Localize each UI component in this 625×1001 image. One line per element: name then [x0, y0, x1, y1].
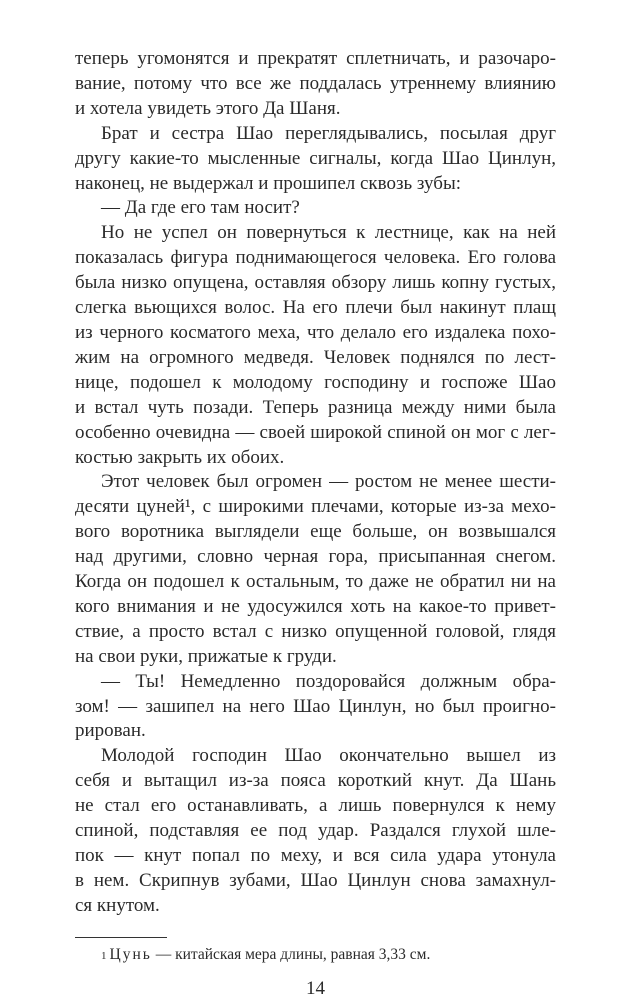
- text-line: другу какие-то мысленные сигналы, когда Шао Цинлун,: [75, 147, 556, 169]
- text-line: над другими, словно черная гора, присыпанная снегом.: [75, 546, 556, 568]
- body-text: [75, 47, 556, 919]
- paragraph: [75, 47, 556, 122]
- text-line: себя и вытащил из-за пояса короткий кнут. Да Шань: [75, 770, 556, 792]
- text-line: нице, подошел к молодому господину и госпоже Шао: [75, 371, 556, 393]
- text-line: наконец, не выдержал и прошипел сквозь зубы:: [75, 172, 461, 194]
- page-number: 14: [306, 977, 325, 999]
- footnote-text: — китайская мера длины, равная 3,33 см.: [151, 945, 431, 963]
- footnote-marker: 1: [101, 949, 107, 962]
- text-line: пок — кнут попал по меху, и вся сила удара утонула: [75, 845, 556, 866]
- footnote-divider: [75, 937, 167, 938]
- text-line: ся кнутом.: [75, 894, 160, 916]
- text-line: показалась фигура поднимающегося человека. Его голова: [75, 247, 556, 269]
- text-line: в нем. Скрипнув зубами, Шао Цинлун снова замахнул-: [75, 869, 556, 891]
- paragraph: [75, 122, 556, 197]
- text-line: и встал чуть позади. Теперь разница между ними была: [75, 396, 556, 418]
- text-line: Но не успел он повернуться к лестнице, как на ней: [101, 222, 556, 244]
- text-line: вание, потому что все же поддалась утреннему влиянию: [75, 72, 556, 94]
- text-line: на свои руки, прижатые к груди.: [75, 645, 337, 667]
- text-line: Когда он подошел к остальным, то даже не обратил ни на: [75, 571, 556, 593]
- text-line: кого внимания и не удосужился хоть на какое-то привет-: [75, 595, 556, 617]
- paragraph: [75, 744, 556, 918]
- text-line: не стал его останавливать, а лишь повернулся к нему: [75, 795, 556, 817]
- text-line: теперь угомонятся и прекратят сплетничать, и разочаро-: [75, 48, 556, 69]
- text-line: Брат и сестра Шао переглядывались, посылая друг: [101, 122, 556, 144]
- text-line: и хотела увидеть этого Да Шаня.: [75, 97, 341, 119]
- text-line: рирован.: [75, 720, 146, 742]
- paragraph: [75, 221, 556, 470]
- text-line: жим на огромного медведя. Человек поднялся по лест-: [75, 346, 556, 368]
- footnote: [75, 944, 556, 967]
- text-line: — Да где его там носит?: [101, 197, 300, 219]
- text-line: из черного косматого меха, что делало его издалека похо-: [75, 321, 556, 343]
- text-line: спиной, подставляя ее под удар. Раздался глухой шле-: [75, 820, 556, 842]
- text-line: слегка вьющихся волос. На его плечи был накинут плащ: [75, 297, 556, 319]
- text-line: — Ты! Немедленно поздоровайся должным обра-: [101, 670, 556, 692]
- text-line: вого воротника выглядели еще больше, он возвышался: [75, 521, 556, 543]
- text-line: особенно очевидна — своей широкой спиной он мог с лег-: [75, 421, 556, 443]
- text-line: Этот человек был огромен — ростом не менее шести-: [101, 471, 556, 493]
- text-line: была низко опущена, оставляя обзору лишь копну густых,: [75, 272, 556, 294]
- paragraph: [75, 470, 556, 669]
- text-line: ствие, а просто встал с низко опущенной головой, глядя: [75, 620, 556, 642]
- paragraph: [75, 670, 556, 745]
- text-line: Молодой господин Шао окончательно вышел из: [101, 745, 556, 767]
- paragraph: [75, 196, 556, 221]
- text-line: десяти цуней¹, с широкими плечами, которые из-за мехо-: [75, 496, 556, 518]
- text-line: зом! — зашипел на него Шао Цинлун, но был проигно-: [75, 695, 556, 717]
- text-line: костью закрыть их обоих.: [75, 446, 285, 468]
- footnote-term: Цунь: [109, 945, 152, 963]
